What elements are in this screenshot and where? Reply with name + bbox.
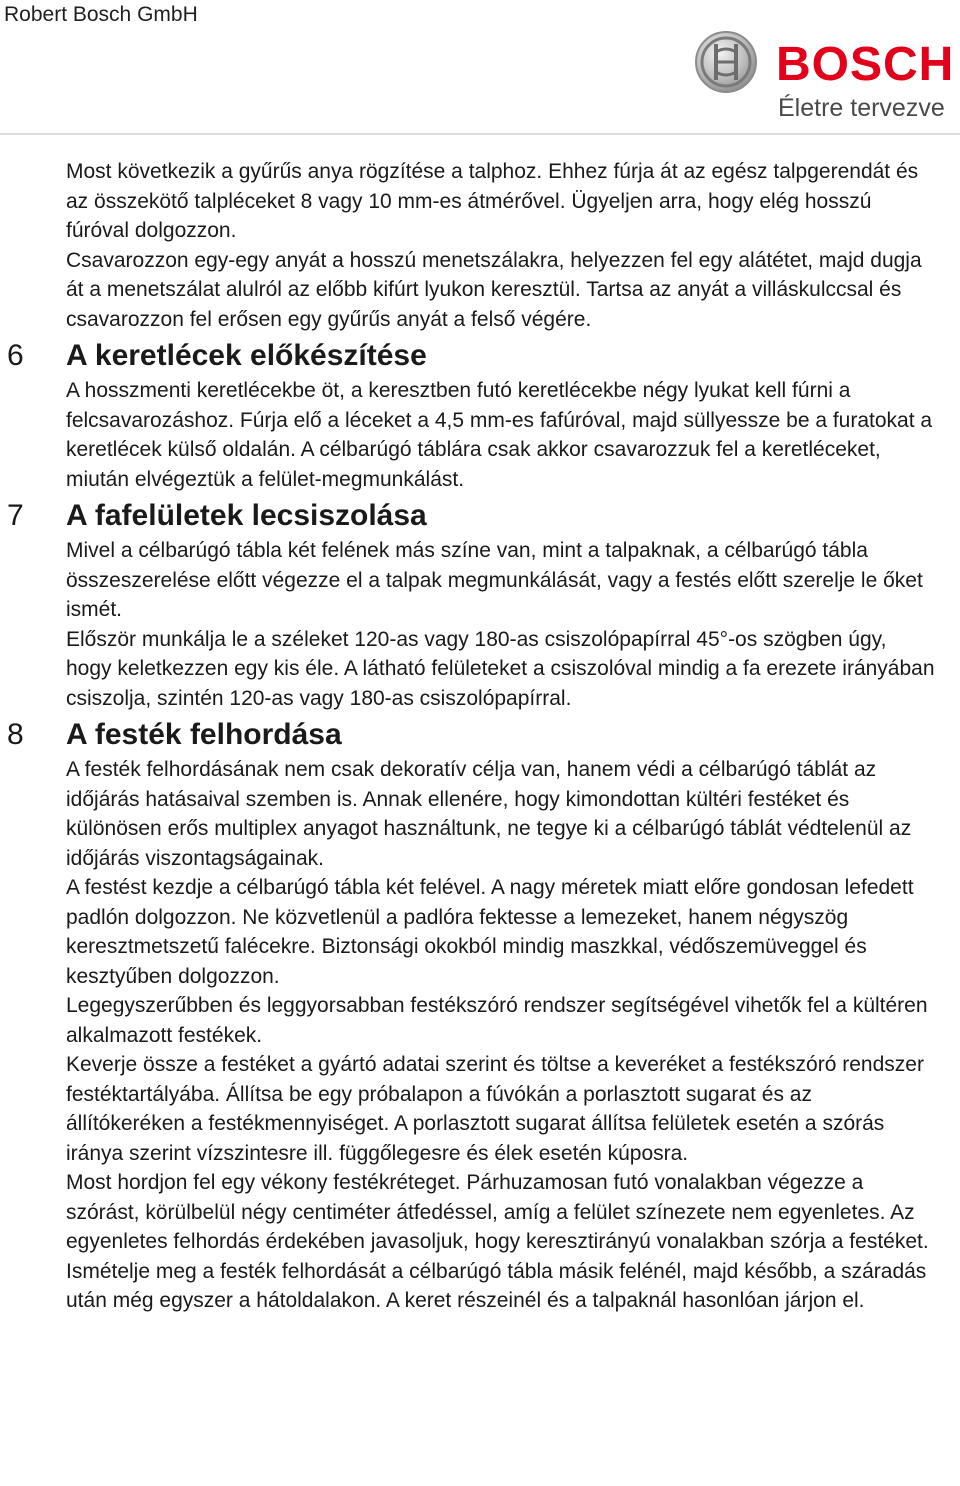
- section-7-paragraph-2: Először munkálja le a széleket 120-as vagy 180-as csiszolópapírral 45°-os szögben úgy, hogy keletkezzen egy kis éle. A látható felületeket a csiszolóval mindig a fa erezete irányában csiszolja, szintén 120-as vagy 180-as csiszolópapírral.: [66, 627, 935, 710]
- section-heading-7: [7, 496, 936, 536]
- bosch-armature-icon: [696, 32, 756, 92]
- section-title: A keretlécek előkészítése: [66, 339, 427, 372]
- section-title: A festék felhordása: [66, 718, 342, 751]
- section-8-paragraph-5: Most hordjon fel egy vékony festékréteget. Párhuzamosan futó vonalakban végezze a szórást, körülbelül négy centiméter átfedéssel, amíg a felület színezete nem egyenletes. Az egyenletes felhordás érdekében javasoljuk, hogy keresztirányú vonalakban szórja a festéket. Ismételje meg a festék felhordását a célbarúgó tábla másik felénél, majd később, a száradás után még egyszer a hátoldalakon. A keret részeinél és a talpaknál hasonlóan járjon el.: [66, 1171, 929, 1312]
- intro-paragraph-1: Most következik a gyűrűs anya rögzítése a talphoz. Ehhez fúrja át az egész talpgerendát és az összekötő talpléceket 8 vagy 10 mm-es átmérővel. Ügyeljen arra, hogy elég hosszú fúróval dolgozzon.: [66, 160, 919, 242]
- section-title: A fafelületek lecsiszolása: [66, 499, 427, 532]
- section-7-paragraph-1: Mivel a célbarúgó tábla két felének más színe van, mint a talpaknak, a célbarúgó tábla összeszerelése előtt végezze el a talpak megmunkálását, vagy a festés előtt szerelje le őket ismét.: [66, 539, 923, 621]
- section-8-paragraph-3: Legegyszerűbben és leggyorsabban festékszóró rendszer segítségével vihetők fel a kültéren alkalmazott festékek.: [66, 994, 928, 1047]
- bosch-logo: [692, 26, 956, 122]
- section-number: 8: [7, 718, 24, 751]
- section-heading-8: [7, 715, 936, 755]
- section-number: 6: [7, 339, 24, 372]
- section-8-paragraph-1: A festék felhordásának nem csak dekoratív célja van, hanem védi a célbarúgó táblát az időjárás hatásaival szemben is. Annak ellenére, hogy kimondottan kültéri festéket és különösen erős multiplex anyagot használtunk, ne tegye ki a célbarúgó táblát védtelenül az időjárás viszontagságainak.: [66, 758, 912, 870]
- document-body: [7, 157, 936, 1316]
- intro-paragraph-2: Csavarozzon egy-egy anyát a hosszú menetszálakra, helyezzen fel egy alátétet, majd dugja át a menetszálat alulról az előbb kifúrt lyukon keresztül. Tartsa az anyát a villáskulccsal és csavarozzon fel erősen egy gyűrűs anyát a felső végére.: [66, 248, 922, 331]
- section-6-paragraph-1: A hosszmenti keretlécekbe öt, a keresztben futó keretlécekbe négy lyukat kell fúrni a felcsavarozáshoz. Fúrja elő a léceket a 4,5 mm-es fafúróval, majd süllyessze be a furatokat a keretlécek külső oldalán. A célbarúgó táblára csak akkor csavarozzuk fel a keretléceket, miután elvégeztük a felület-megmunkálást.: [66, 379, 933, 491]
- section-heading-6: [7, 336, 936, 376]
- header-divider: [0, 133, 960, 135]
- brand-tagline: Életre tervezve: [778, 94, 945, 122]
- section-8-paragraph-2: A festést kezdje a célbarúgó tábla két felével. A nagy méretek miatt előre gondosan lefedett padlón dolgozzon. Ne közvetlenül a padlóra fektesse a lemezeket, hanem négyszög keresztmetszetű falécekre. Biztonsági okokból mindig maszkkal, védőszemüveggel és kesztyűben dolgozzon.: [66, 876, 914, 988]
- section-number: 7: [7, 499, 24, 532]
- brand-wordmark: BOSCH: [776, 38, 955, 91]
- section-8-paragraph-4: Keverje össze a festéket a gyártó adatai szerint és töltse a keveréket a festékszóró rendszer festéktartályába. Állítsa be egy próbalapon a fúvókán a porlasztott sugarat és az állítókeréken a festékmennyiséget. A porlasztott sugarat állítsa felületek esetén a szórás iránya szerint vízszintesre ill. függőlegesre és élek esetén kúposra.: [66, 1053, 924, 1165]
- company-name: Robert Bosch GmbH: [4, 3, 198, 26]
